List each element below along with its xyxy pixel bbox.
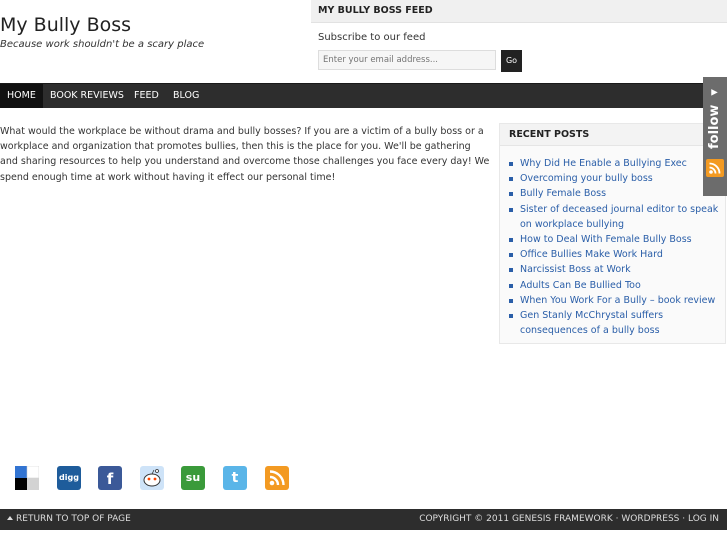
go-button[interactable]: Go xyxy=(501,50,522,72)
return-to-top-link[interactable]: RETURN TO TOP OF PAGE xyxy=(7,509,131,530)
footer xyxy=(0,509,727,530)
email-input[interactable] xyxy=(318,50,496,70)
rss-feed-icon[interactable] xyxy=(265,466,289,490)
follow-tab[interactable] xyxy=(703,77,727,196)
recent-posts-widget xyxy=(499,123,726,344)
stumbleupon-icon[interactable]: su xyxy=(181,466,205,490)
post-link[interactable]: Narcissist Boss at Work xyxy=(509,262,721,277)
nav-item-blog[interactable]: BLOG xyxy=(173,90,200,101)
nav-item-book-reviews[interactable]: BOOK REVIEWS xyxy=(50,90,124,101)
rss-icon[interactable] xyxy=(706,159,724,177)
reddit-icon[interactable] xyxy=(140,466,164,490)
post-link[interactable]: Why Did He Enable a Bullying Exec xyxy=(509,156,721,171)
nav-item-feed[interactable]: FEED xyxy=(134,90,159,101)
arrow-up-icon xyxy=(7,516,13,520)
delicious-icon[interactable] xyxy=(15,466,39,490)
genesis-framework-link[interactable]: GENESIS FRAMEWORK xyxy=(511,514,613,524)
post-link[interactable]: Office Bullies Make Work Hard xyxy=(509,247,721,262)
intro-text: What would the workplace be without drama and bully bosses? If you are a victim of a bully boss or a workplace and organization that promotes bullies, then this is the place for you. We'll be gathering and sharing resources to help you understand and overcome those challenges you face every day! We spend enough time at work without having it effect our personal time! xyxy=(0,126,490,183)
wordpress-link[interactable]: WORDPRESS xyxy=(621,514,680,524)
follow-label[interactable]: follow ◂ xyxy=(707,85,722,149)
post-link[interactable]: How to Deal With Female Bully Boss xyxy=(509,232,721,247)
login-link[interactable]: LOG IN xyxy=(688,514,719,524)
site-title[interactable]: My Bully Boss xyxy=(0,14,132,36)
post-link[interactable]: Sister of deceased journal editor to speak on workplace bullying xyxy=(509,202,721,232)
post-link[interactable]: Bully Female Boss xyxy=(509,186,721,201)
footer-separator: · xyxy=(682,514,686,524)
nav-item-home[interactable]: HOME xyxy=(0,84,43,108)
post-link[interactable]: Adults Can Be Bullied Too xyxy=(509,278,721,293)
copyright-text: COPYRIGHT © 2011 xyxy=(419,514,510,524)
main-nav xyxy=(0,83,727,108)
post-link[interactable]: Overcoming your bully boss xyxy=(509,171,721,186)
recent-posts-list xyxy=(500,146,725,338)
feed-widget-title: MY BULLY BOSS FEED xyxy=(311,0,727,23)
recent-posts-title: RECENT POSTS xyxy=(500,124,725,146)
post-link[interactable]: Gen Stanly McChrystal suffers consequences of a bully boss xyxy=(509,308,721,338)
digg-icon[interactable]: digg xyxy=(57,466,81,490)
footer-separator: · xyxy=(615,514,619,524)
footer-credits xyxy=(419,509,719,530)
facebook-icon[interactable]: f xyxy=(98,466,122,490)
twitter-icon[interactable]: t xyxy=(223,466,247,490)
feed-subscribe-text: Subscribe to our feed xyxy=(318,32,426,43)
site-description: Because work shouldn't be a scary place xyxy=(0,39,205,50)
feed-widget xyxy=(311,0,727,80)
post-link[interactable]: When You Work For a Bully – book review xyxy=(509,293,721,308)
